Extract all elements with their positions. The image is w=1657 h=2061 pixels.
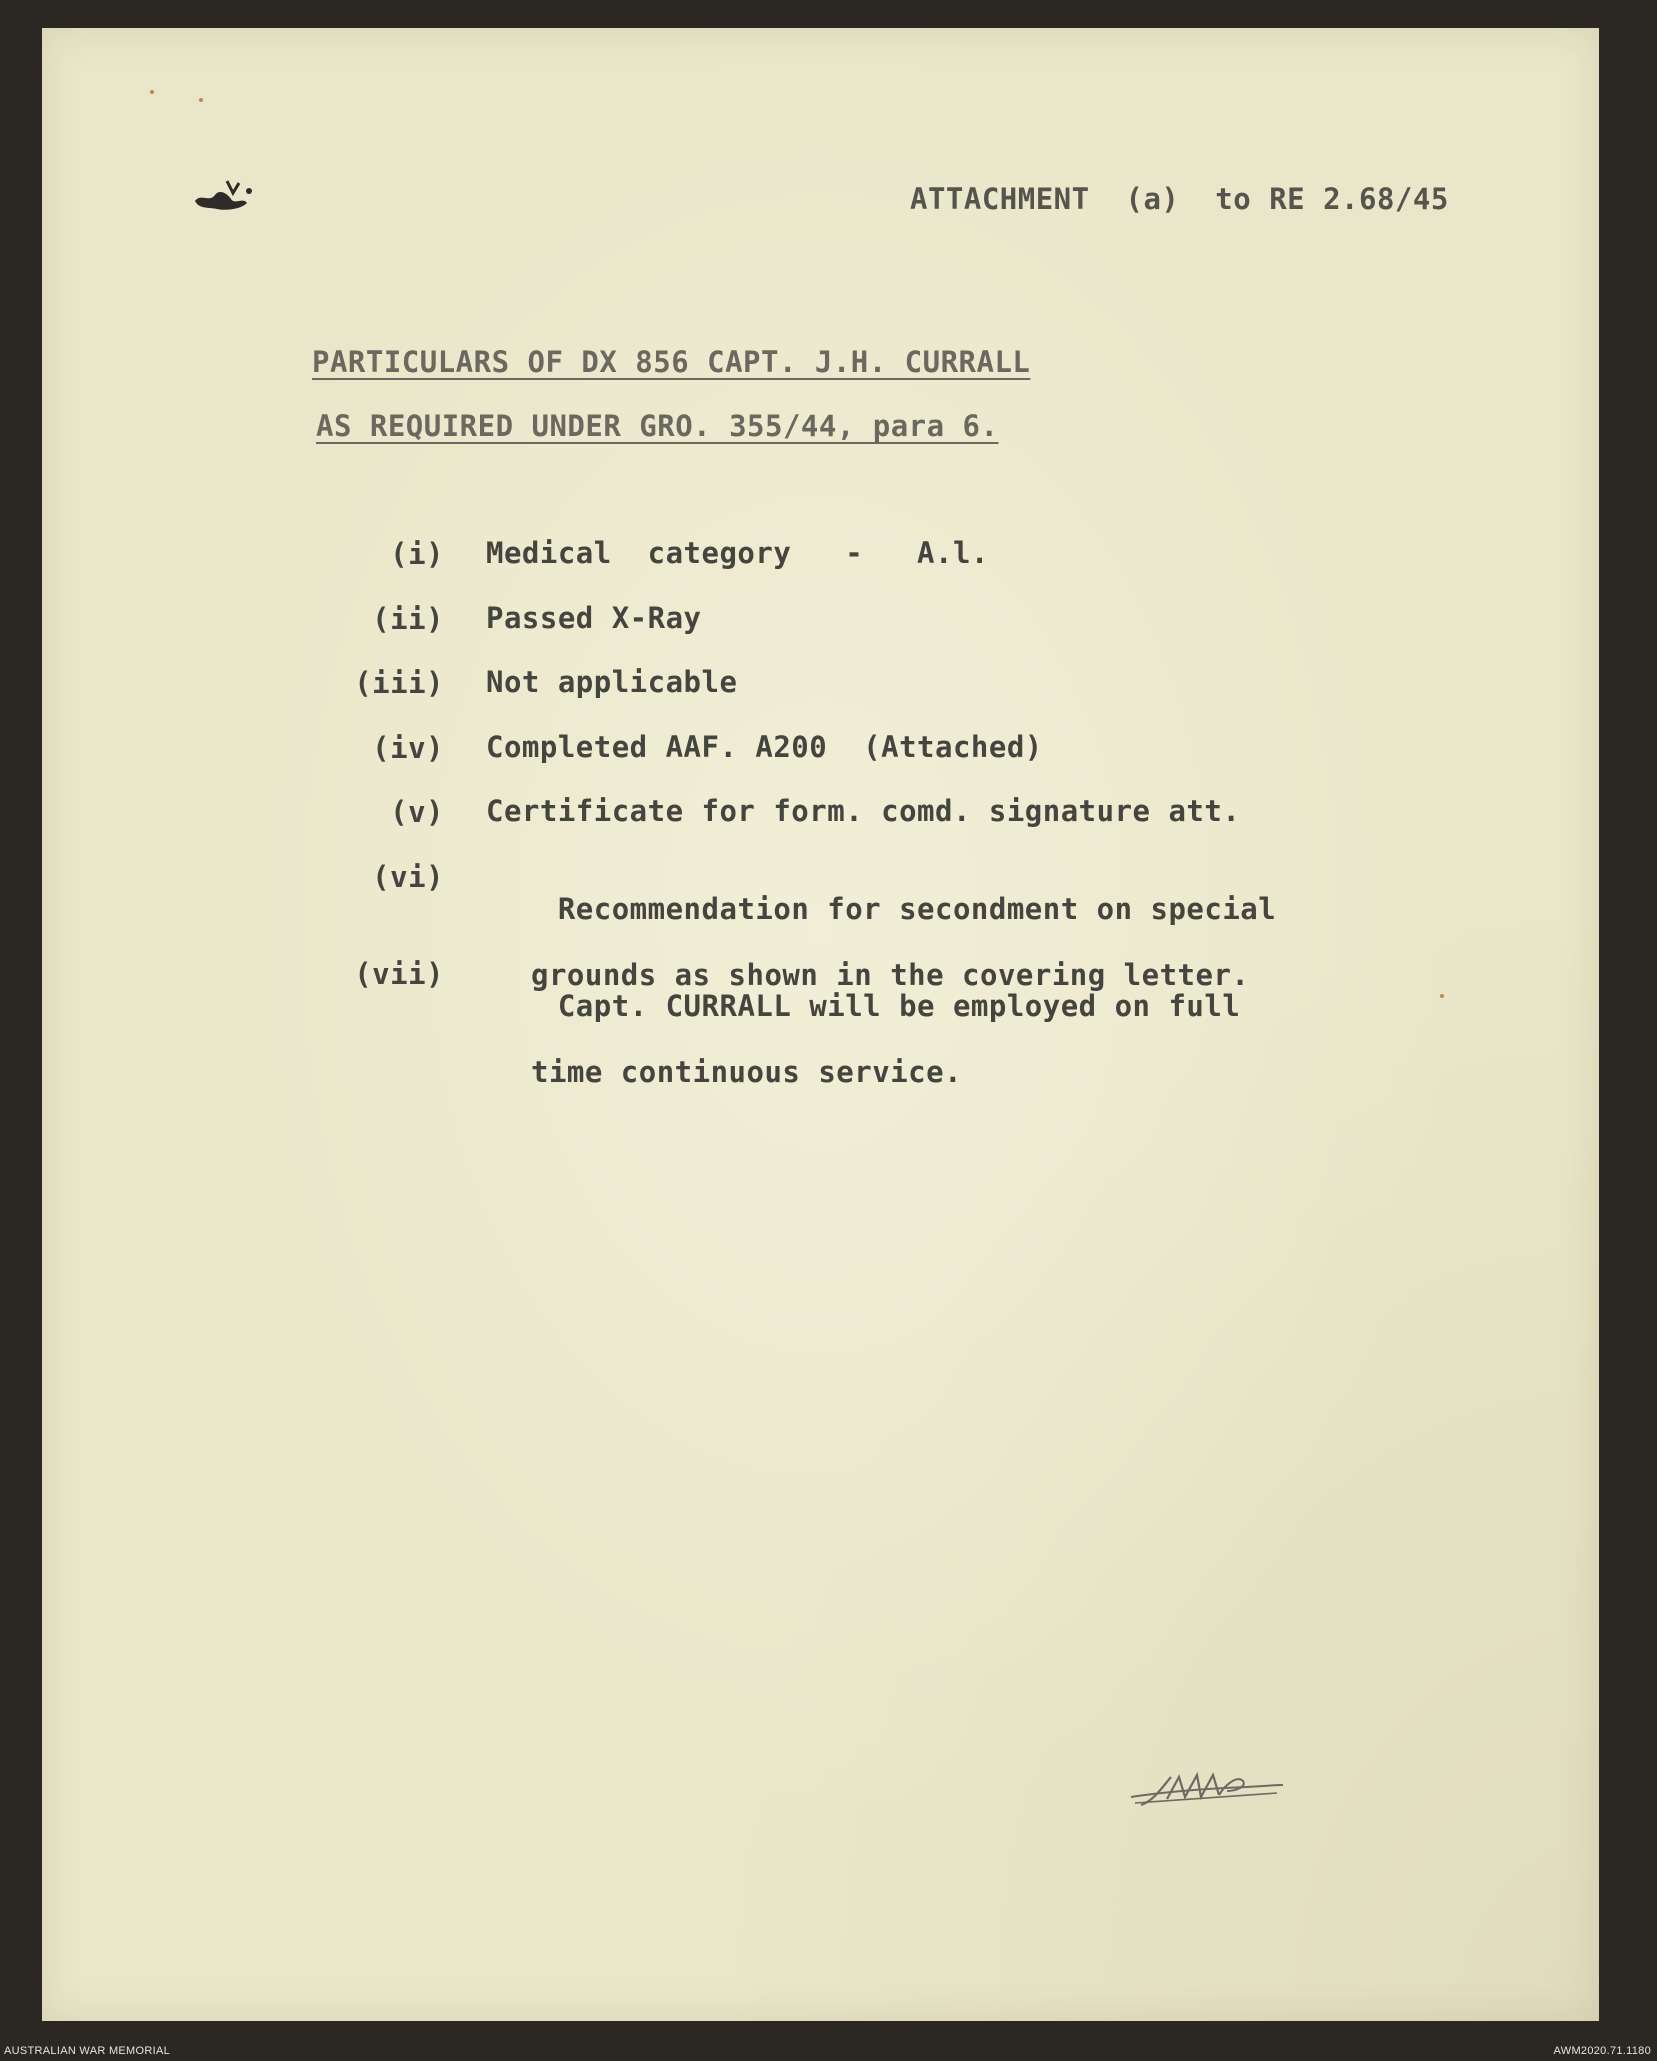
- item-number: (v): [390, 795, 444, 829]
- item-text: Not applicable: [486, 665, 738, 699]
- footer-accession-number: AWM2020.71.1180: [1553, 2045, 1651, 2057]
- item-number: (ii): [372, 602, 444, 636]
- item-text: Passed X-Ray: [486, 601, 702, 635]
- paper-speck: [1440, 994, 1444, 998]
- item-text: Capt. CURRALL will be employed on full: [557, 989, 1241, 1023]
- document-title-line-2: AS REQUIRED UNDER GRO. 355/44, para 6.: [316, 409, 999, 443]
- item-number: (vi): [372, 860, 444, 894]
- handwritten-initials-signature: [1127, 1763, 1287, 1813]
- item-text: Certificate for form. comd. signature att.: [486, 794, 1241, 828]
- item-number: (iii): [354, 666, 444, 700]
- item-number: (vii): [354, 957, 444, 991]
- item-text-block: [486, 957, 1240, 1155]
- item-number: (iv): [372, 731, 444, 765]
- item-text: Medical category - A.l.: [486, 536, 989, 570]
- paper-speck: [199, 98, 203, 102]
- footer-institution: AUSTRALIAN WAR MEMORIAL: [4, 2045, 171, 2057]
- item-text: Completed AAF. A200 (Attached): [486, 730, 1043, 764]
- paper-speck: [150, 90, 154, 94]
- item-text: Recommendation for secondment on special: [557, 892, 1277, 926]
- item-number: (i): [390, 537, 444, 571]
- document-page: [42, 28, 1599, 2021]
- item-text-continuation: time continuous service.: [531, 1055, 963, 1089]
- ink-smudge-mark: [187, 163, 257, 218]
- attachment-reference: ATTACHMENT (a) to RE 2.68/45: [910, 182, 1449, 216]
- document-title-line-1: PARTICULARS OF DX 856 CAPT. J.H. CURRALL: [312, 345, 1031, 379]
- item-text-continuation: grounds as shown in the covering letter.: [531, 958, 1250, 992]
